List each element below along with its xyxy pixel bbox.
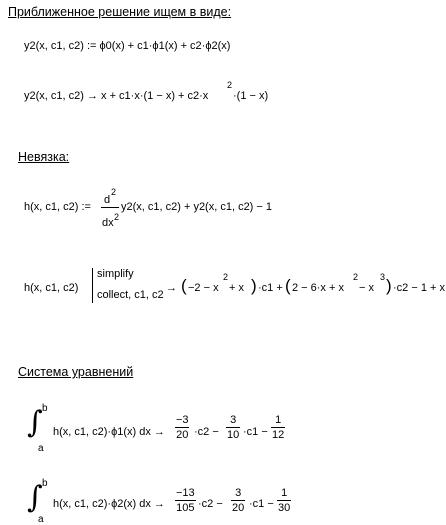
eq1-f3-num: 1 xyxy=(275,414,282,426)
eq1-f3-den: 12 xyxy=(272,429,285,441)
eq1-upper-limit: b xyxy=(42,403,48,414)
heading-residual: Невязка: xyxy=(18,150,70,164)
eq2-term-c1: ·c1 − xyxy=(249,498,274,510)
eq2-fraction-const xyxy=(277,488,291,514)
eq1-fraction-const xyxy=(271,415,285,441)
eq2-lower-limit: a xyxy=(38,514,44,525)
symbolic-keyword-bar xyxy=(92,268,93,303)
eq1-f2-den: 10 xyxy=(227,429,240,441)
eq1-f1-num: −3 xyxy=(176,414,189,426)
simplify-lhs: h(x, c1, c2) xyxy=(24,282,79,294)
collect-keyword: collect, c1, c2 xyxy=(97,289,164,301)
eq2-f3-den: 30 xyxy=(278,502,291,514)
paren2-open: ( xyxy=(285,276,291,295)
eq1-lower-limit: a xyxy=(38,443,44,454)
eq2-integrand: h(x, c1, c2)·ϕ2(x) dx → xyxy=(53,498,165,510)
eq1-term-c2: ·c2 − xyxy=(194,426,219,438)
eq1-integrand: h(x, c1, c2)·ϕ1(x) dx → xyxy=(53,426,165,438)
simplify-keyword: simplify xyxy=(97,268,134,280)
paren2-exponent-2: 2 xyxy=(353,272,359,282)
y2-eval-main: y2(x, c1, c2) → x + c1·x·(1 − x) + c2·x xyxy=(24,90,209,102)
eq1-f1-den: 20 xyxy=(176,429,189,441)
eq2-f2-num: 3 xyxy=(235,487,242,499)
eq2-fraction-c2 xyxy=(175,488,196,514)
integral-sign-icon: ∫ xyxy=(27,480,43,515)
eq2-f1-den: 105 xyxy=(176,502,195,514)
coef-c1: ·c1 + xyxy=(258,282,283,294)
paren1-close: ) xyxy=(251,276,257,295)
simplify-arrow: → xyxy=(166,282,177,294)
derivative-dx: dx xyxy=(102,217,114,229)
integral-sign-icon: ∫ xyxy=(27,405,43,440)
derivative-d-order: 2 xyxy=(111,187,117,197)
paren2-close: ) xyxy=(386,276,392,295)
paren2-term-a: 2 − 6·x + x xyxy=(292,282,344,294)
eq2-term-c2: ·c2 − xyxy=(198,498,223,510)
y2-definition[interactable]: y2(x, c1, c2) := ϕ0(x) + c1·ϕ1(x) + c2·ϕ2(x) xyxy=(24,40,231,52)
paren2-exponent-3: 3 xyxy=(380,272,386,282)
eq1-term-c1: ·c1 − xyxy=(243,426,268,438)
derivative-fraction-line xyxy=(101,207,119,208)
h-def-lhs: h(x, c1, c2) := xyxy=(24,201,91,213)
heading-approx-solution: Приближенное решение ищем в виде: xyxy=(8,5,232,19)
derivative-dx-order: 2 xyxy=(114,212,120,222)
y2-eval-tail: ·(1 − x) xyxy=(233,90,269,102)
paren2-term-b: − x xyxy=(359,282,374,294)
eq2-f2-den: 20 xyxy=(232,502,245,514)
eq1-fraction-c2 xyxy=(175,415,190,441)
eq2-upper-limit: b xyxy=(42,478,48,489)
eq1-fraction-c1 xyxy=(226,415,240,441)
coef-c2-tail: ·c2 − 1 + x xyxy=(393,282,445,294)
paren1-exponent: 2 xyxy=(223,272,229,282)
paren1-open: ( xyxy=(181,276,187,295)
h-def-rhs: y2(x, c1, c2) + y2(x, c1, c2) − 1 xyxy=(121,201,272,213)
derivative-d: d xyxy=(104,194,111,206)
eq2-fraction-c1 xyxy=(231,488,245,514)
eq1-f2-num: 3 xyxy=(230,414,237,426)
eq2-f3-num: 1 xyxy=(281,487,288,499)
y2-eval-exponent: 2 xyxy=(227,80,233,90)
heading-equation-system: Система уравнений xyxy=(18,365,134,379)
paren1-term-a: −2 − x xyxy=(188,282,219,294)
paren1-term-b: + x xyxy=(229,282,244,294)
eq2-f1-num: −13 xyxy=(176,487,195,499)
